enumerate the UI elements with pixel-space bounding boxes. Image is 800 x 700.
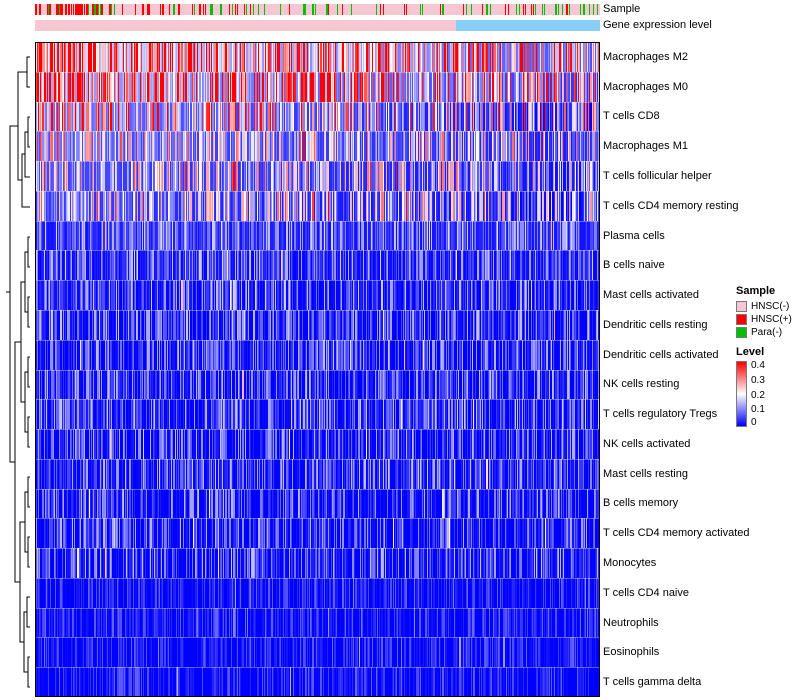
row-label: T cells CD4 memory activated [603, 527, 750, 539]
row-label: T cells CD4 memory resting [603, 200, 739, 212]
row-label: Plasma cells [603, 230, 665, 242]
row-label: T cells follicular helper [603, 170, 712, 182]
legend-item-sample [736, 313, 800, 325]
colorbar-tick: 0.2 [751, 390, 765, 401]
colorbar-tick: 0.1 [751, 404, 765, 415]
row-label: Mast cells activated [603, 289, 699, 301]
row-label: NK cells resting [603, 378, 680, 390]
row-label: B cells memory [603, 497, 679, 509]
colorbar-ticks [751, 361, 781, 427]
row-label: T cells CD4 naive [603, 587, 689, 599]
legend-swatch-para-neg [736, 327, 747, 338]
heatmap-matrix [35, 42, 600, 697]
row-label: Neutrophils [603, 617, 659, 629]
legend-item-sample [736, 326, 800, 338]
row-label: T cells CD8 [603, 110, 660, 122]
legend-title-level: Level [736, 346, 765, 358]
colorbar-tick: 0.4 [751, 360, 765, 371]
row-label: Macrophages M2 [603, 51, 688, 63]
row-label: Dendritic cells resting [603, 319, 708, 331]
legend-swatch-hnsc-neg [736, 301, 747, 312]
legend-title-sample: Sample [736, 285, 776, 297]
row-label: NK cells activated [603, 438, 691, 450]
row-label: Dendritic cells activated [603, 349, 719, 361]
legend-item-sample [736, 300, 800, 312]
column-annotation-sample [35, 4, 600, 15]
row-label: Mast cells resting [603, 468, 688, 480]
colorbar [736, 361, 800, 427]
row-label: T cells gamma delta [603, 676, 702, 688]
legend-label-hnsc-pos: HNSC(+) [751, 313, 792, 325]
legend-level [736, 346, 800, 427]
legend-panel [736, 285, 800, 427]
legend-sample [736, 285, 800, 338]
row-label: Macrophages M1 [603, 140, 688, 152]
row-label: Eosinophils [603, 646, 660, 658]
column-annotation-gene-expression-level [35, 20, 600, 31]
annotation-label-gene-expression-level: Gene expression level [603, 19, 712, 31]
row-dendrogram [4, 42, 34, 697]
row-label: Monocytes [603, 557, 657, 569]
annotation-label-sample: Sample [603, 3, 641, 15]
row-label: Macrophages M0 [603, 81, 688, 93]
legend-label-hnsc-neg: HNSC(-) [751, 300, 790, 312]
legend-label-para-neg: Para(-) [751, 326, 783, 338]
row-label: T cells regulatory Tregs [603, 408, 718, 420]
colorbar-gradient [736, 361, 747, 427]
legend-swatch-hnsc-pos [736, 314, 747, 325]
colorbar-tick: 0.3 [751, 375, 765, 386]
row-label: B cells naive [603, 259, 665, 271]
colorbar-tick: 0 [751, 417, 757, 428]
